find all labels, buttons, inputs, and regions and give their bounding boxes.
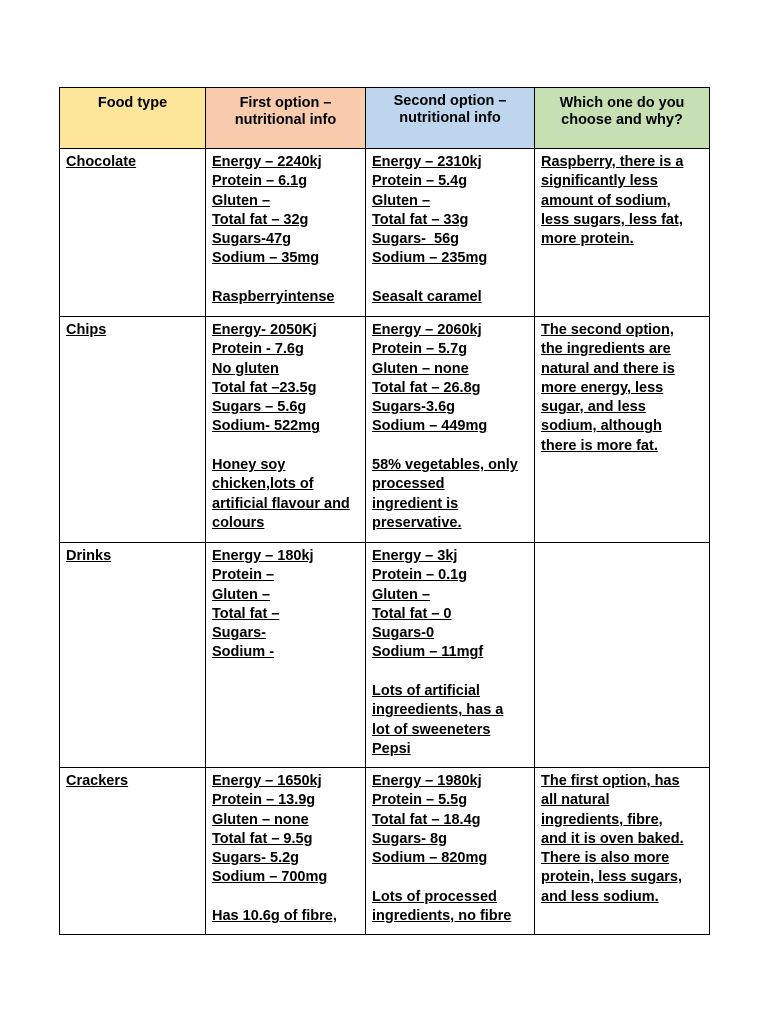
header-second-option-line: nutritional info (399, 110, 501, 126)
choice-line: The first option, has (541, 773, 680, 789)
choice-line: significantly less (541, 173, 658, 190)
nutrition-line: Gluten – (372, 192, 431, 209)
nutrition-line: Total fat – 32g (212, 211, 309, 228)
nutrition-line: Energy – 1980kj (372, 773, 482, 789)
product-note-line: chicken,lots of (212, 476, 314, 493)
nutrition-line: Sodium - (212, 644, 275, 661)
nutrition-line: Energy – 2310kj (372, 154, 482, 170)
nutrition-line: Total fat – 9.5g (212, 830, 313, 847)
nutrition-line: Sodium – 235mg (372, 250, 488, 267)
food-type-label: Chips (66, 322, 107, 338)
nutrition-line: Protein – 6.1g (212, 173, 308, 190)
choice-line: Raspberry, there is a (541, 154, 684, 170)
product-note-line: processed (372, 476, 445, 493)
food-type-label: Drinks (66, 548, 112, 564)
nutrition-line: Energy – 2240kj (212, 154, 322, 170)
first-option-cell (206, 149, 366, 317)
nutrition-line: Sugars-47g (212, 231, 291, 248)
food-type-cell (60, 149, 206, 317)
product-note-line: ingredients, no fibre (372, 908, 512, 925)
choice-cell (535, 317, 710, 543)
nutrition-line: Sugars- 5.2g (212, 850, 300, 867)
header-first-option-line: nutritional info (234, 112, 337, 128)
nutrition-line: Total fat –23.5g (212, 379, 317, 396)
product-note-line: colours (212, 514, 265, 531)
header-choice (535, 88, 710, 149)
choice-line: natural and there is (541, 360, 675, 377)
choice-line: protein, less sugars, (541, 869, 683, 886)
nutrition-line: Gluten – none (372, 360, 469, 377)
choice-line: amount of sodium, (541, 192, 671, 209)
product-note-line: lot of sweeneters (372, 721, 491, 738)
nutrition-line: Total fat – (212, 605, 280, 622)
nutrition-line: Sodium – 35mg (212, 250, 320, 267)
nutrition-line: Sugars- 56g (372, 231, 460, 248)
header-choice-line: Which one do you (559, 95, 685, 111)
nutrition-line: Energy – 2060kj (372, 322, 482, 338)
header-second-option-line: Second option – (393, 93, 507, 109)
product-note-line: Lots of processed (372, 888, 497, 905)
product-note-line: Raspberryintense (212, 289, 335, 306)
spacer (372, 269, 528, 288)
choice-line: There is also more (541, 850, 670, 867)
choice-line: sugar, and less (541, 399, 646, 416)
spacer (212, 437, 359, 456)
nutrition-line: Sugars-0 (372, 625, 435, 642)
nutrition-line: Total fat – 18.4g (372, 811, 481, 828)
food-type-label: Crackers (66, 773, 129, 789)
nutrition-line: Sugars-3.6g (372, 399, 455, 416)
nutrition-comparison-table (59, 87, 710, 935)
second-option-cell (366, 543, 535, 768)
product-note-line: Has 10.6g of fibre, (212, 908, 337, 925)
nutrition-line: Sodium – 11mgf (372, 644, 484, 661)
nutrition-line: Sodium- 522mg (212, 418, 320, 435)
header-first-option (206, 88, 366, 149)
header-first-option-line: First option – (239, 95, 332, 111)
nutrition-line: Energy – 3kj (372, 548, 458, 564)
nutrition-line: Protein – 13.9g (212, 792, 316, 809)
product-note-line: Honey soy (212, 457, 286, 474)
food-type-cell (60, 543, 206, 768)
nutrition-line: Gluten – none (212, 811, 309, 828)
nutrition-line: Protein – 5.5g (372, 792, 468, 809)
nutrition-line: Gluten – (372, 586, 431, 603)
choice-line: more energy, less (541, 379, 664, 396)
header-food-type (60, 88, 206, 149)
header-second-option (366, 88, 535, 149)
header-row (60, 88, 710, 149)
nutrition-line: Sugars – 5.6g (212, 399, 307, 416)
choice-line: and less sodium. (541, 888, 659, 905)
nutrition-line: Sugars- 8g (372, 830, 447, 847)
food-type-label: Chocolate (66, 154, 137, 170)
table-row-crackers (60, 768, 710, 935)
spacer (372, 868, 528, 887)
choice-cell (535, 543, 710, 768)
second-option-cell (366, 768, 535, 935)
nutrition-line: Protein – 5.7g (372, 341, 468, 358)
table-row-chocolate (60, 149, 710, 317)
product-note-line: 58% vegetables, only (372, 457, 518, 474)
nutrition-line: Protein – 5.4g (372, 173, 468, 190)
nutrition-line: Gluten – (212, 192, 271, 209)
table-row-drinks (60, 543, 710, 768)
nutrition-line: Protein - 7.6g (212, 341, 304, 358)
choice-cell (535, 768, 710, 935)
table-row-chips (60, 317, 710, 543)
second-option-cell (366, 317, 535, 543)
spacer (212, 888, 359, 907)
product-note-line: ingreedients, has a (372, 702, 504, 719)
nutrition-line: Energy – 1650kj (212, 773, 322, 789)
product-note-line: Seasalt caramel (372, 289, 482, 306)
nutrition-line: Total fat – 26.8g (372, 379, 481, 396)
product-note-line: Pepsi (372, 740, 411, 757)
choice-line: the ingredients are (541, 341, 671, 358)
nutrition-line: Sodium – 700mg (212, 869, 328, 886)
nutrition-line: Protein – (212, 567, 275, 584)
product-note-line: preservative. (372, 514, 462, 531)
second-option-cell (366, 149, 535, 317)
nutrition-line: Energy – 180kj (212, 548, 314, 564)
first-option-cell (206, 768, 366, 935)
choice-line: ingredients, fibre, (541, 811, 663, 828)
nutrition-line: Energy- 2050Kj (212, 322, 317, 338)
choice-line: more protein. (541, 231, 634, 248)
nutrition-line: No gluten (212, 360, 279, 377)
choice-line: there is more fat. (541, 437, 658, 454)
choice-line: sodium, although (541, 418, 662, 435)
food-type-cell (60, 317, 206, 543)
nutrition-line: Sodium – 449mg (372, 418, 488, 435)
nutrition-line: Sugars- (212, 625, 266, 642)
header-choice-line: choose and why? (561, 112, 683, 128)
choice-line: and it is oven baked. (541, 830, 684, 847)
spacer (372, 437, 528, 456)
choice-line: less sugars, less fat, (541, 211, 683, 228)
food-type-cell (60, 768, 206, 935)
product-note-line: Lots of artificial (372, 683, 480, 700)
spacer (372, 663, 528, 682)
first-option-cell (206, 543, 366, 768)
choice-line: The second option, (541, 322, 674, 338)
choice-line: all natural (541, 792, 610, 809)
product-note-line: ingredient is (372, 495, 459, 512)
choice-cell (535, 149, 710, 317)
nutrition-line: Protein – 0.1g (372, 567, 468, 584)
spacer (212, 269, 359, 288)
nutrition-line: Total fat – 0 (372, 605, 452, 622)
first-option-cell (206, 317, 366, 543)
nutrition-line: Sodium – 820mg (372, 850, 488, 867)
product-note-line: artificial flavour and (212, 495, 350, 512)
nutrition-line: Total fat – 33g (372, 211, 469, 228)
nutrition-line: Gluten – (212, 586, 271, 603)
header-food-type-label: Food type (97, 95, 168, 111)
